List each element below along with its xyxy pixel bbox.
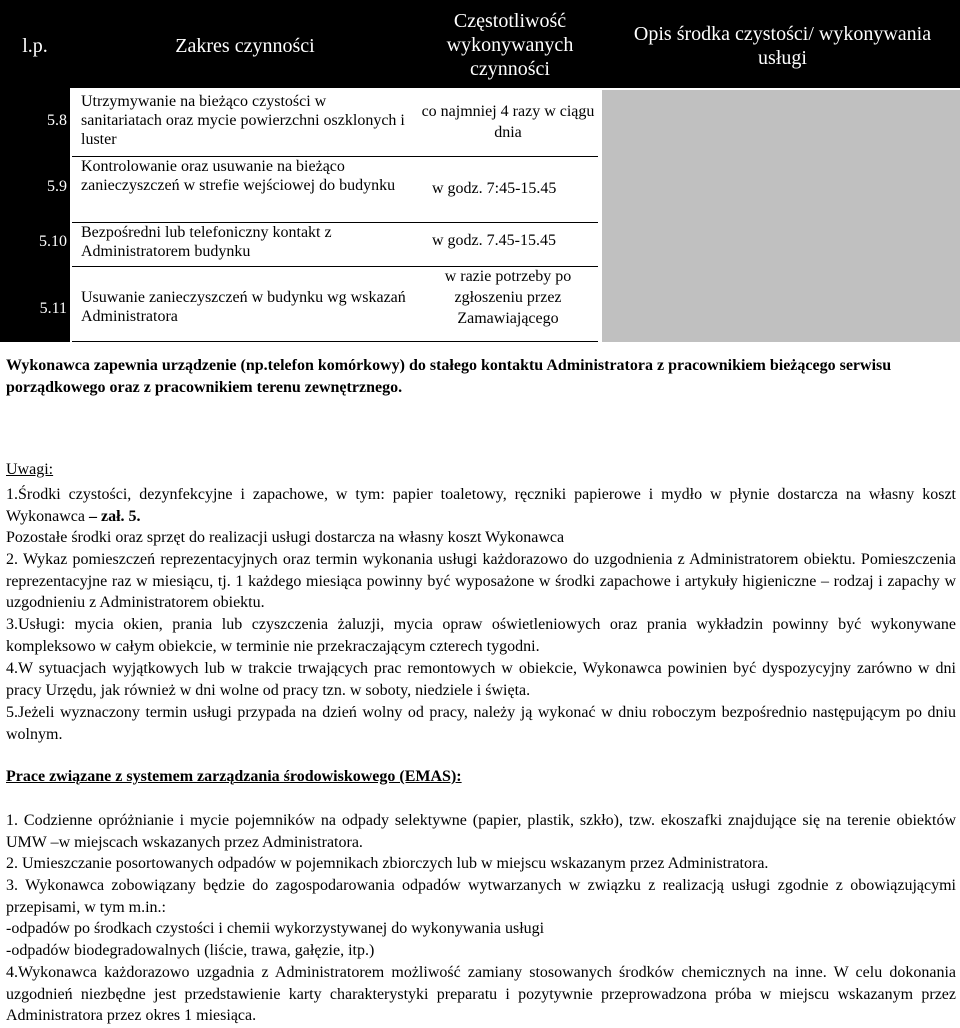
emas-item-3b: -odpadów biodegradowalnych (liście, trawa, gałęzie, itp.) xyxy=(6,942,375,959)
remark-5: 5.Jeżeli wyznaczony termin usługi przypada na dzień wolny od pracy, należy ją wykonać w dniu roboczym bezpośrednio następującym po dniu wolnym. xyxy=(6,704,956,743)
emas-item-4: 4.Wykonawca każdorazowo uzgadnia z Administratorem możliwość zamiany stosowanych środków chemicznych na inne. W celu dokonania uzgodnień niezbędne jest przedstawienie karty charakterystyki preparatu i pozytywnie przeprowadzona próba w miejscu wskazanym przez Administratora przez okres 1 miesiąca. xyxy=(6,964,956,1025)
header-description: Opis środka czystości/ wykonywania usługi xyxy=(633,23,932,69)
row-number: 5.10 xyxy=(39,233,67,250)
emas-item-3: 3. Wykonawca zobowiązany będzie do zagospodarowania odpadów wytwarzanych w związku z realizacją usługi zgodnie z obowiązującymi przepisami, w tym m.in.: xyxy=(6,877,956,916)
row-number: 5.8 xyxy=(47,112,67,129)
header-scope: Zakres czynności xyxy=(175,35,315,57)
remark-2: 2. Wykaz pomieszczeń reprezentacyjnych oraz termin wykonania usługi każdorazowo do uzgodnienia z Administratorem obiektu. Pomieszczenia reprezentacyjne raz w miesiącu, tj. 1 każdego miesiąca powinny być wyposażone w środki zapachowe i artykuły higieniczne – rodzaj i zapachy w uzgodnieniu z Administratorem obiektu. xyxy=(6,551,956,612)
remark-1-text: 1.Środki czystości, dezynfekcyjne i zapachowe, w tym: papier toaletowy, ręczniki papierowe i mydło w płynie dostarcza na własny koszt Wykonawca xyxy=(6,486,956,525)
emas-title: Prace związane z systemem zarządzania środowiskowego (EMAS): xyxy=(6,768,462,785)
description-column-bg xyxy=(602,90,960,342)
emas-item-3a: -odpadów po środkach czystości i chemii wykorzystywanej do wykonywania usługi xyxy=(6,920,545,937)
emas-item-2: 2. Umieszczanie posortowanych odpadów w pojemnikach zbiorczych lub w miejscu wskazanym przez Administratora. xyxy=(6,855,769,872)
remark-3: 3.Usługi: mycia okien, prania lub czyszczenia żaluzji, mycia opraw oświetleniowych oraz prania wykładzin powinny być wykonywane kompleksowo w całym obiekcie, w terminie nie przekraczającym czterech tygodni. xyxy=(6,616,956,655)
services-table xyxy=(0,0,960,342)
frequency-cell: w razie potrzeby po zgłoszeniu przez Zamawiającego xyxy=(444,268,572,327)
scope-cell: Usuwanie zanieczyszczeń w budynku wg wskazań Administratora xyxy=(81,289,406,325)
scope-cell: Utrzymywanie na bieżąco czystości w sanitariatach oraz mycie powierzchni oszklonych i luster xyxy=(81,93,405,148)
header-frequency: Częstotliwość wykonywanych czynności xyxy=(446,10,574,80)
row-number: 5.11 xyxy=(39,300,67,317)
attachment-ref: – zał. 5. xyxy=(89,507,141,525)
remark-4: 4.W sytuacjach wyjątkowych lub w trakcie trwających prac remontowych w obiekcie, Wykonawca powinien być dyspozycyjny zarówno w dni pracy Urzędu, jak również w dni wolne od pracy tzn. w soboty, niedziele i święta. xyxy=(6,660,956,699)
scope-cell: Bezpośredni lub telefoniczny kontakt z Administratorem budynku xyxy=(81,224,332,260)
contractor-note: Wykonawca zapewnia urządzenie (np.telefon komórkowy) do stałego kontaktu Administratora z pracownikiem bieżącego serwisu porządkowego oraz z pracownikiem terenu zewnętrznego. xyxy=(6,357,892,396)
row-number: 5.9 xyxy=(47,178,67,195)
remark-1b: Pozostałe środki oraz sprzęt do realizacji usługi dostarcza na własny koszt Wykonawca xyxy=(6,529,565,546)
emas-item-1: 1. Codzienne opróżnianie i mycie pojemników na odpady selektywne (papier, plastik, szkło), tzw. ekoszafki znajdujące się na terenie obiektów UMW –w miejscach wskazanych przez Administratora. xyxy=(6,812,956,851)
header-lp: l.p. xyxy=(22,35,48,57)
frequency-cell: w godz. 7.45-15.45 xyxy=(432,232,556,249)
remark-1 xyxy=(6,484,956,527)
remarks-title: Uwagi: xyxy=(6,461,54,478)
frequency-cell: co najmniej 4 razy w ciągu dnia xyxy=(421,103,595,141)
frequency-cell: w godz. 7:45-15.45 xyxy=(432,180,557,197)
scope-cell: Kontrolowanie oraz usuwanie na bieżąco zanieczyszczeń w strefie wejściowej do budynku xyxy=(81,158,396,194)
